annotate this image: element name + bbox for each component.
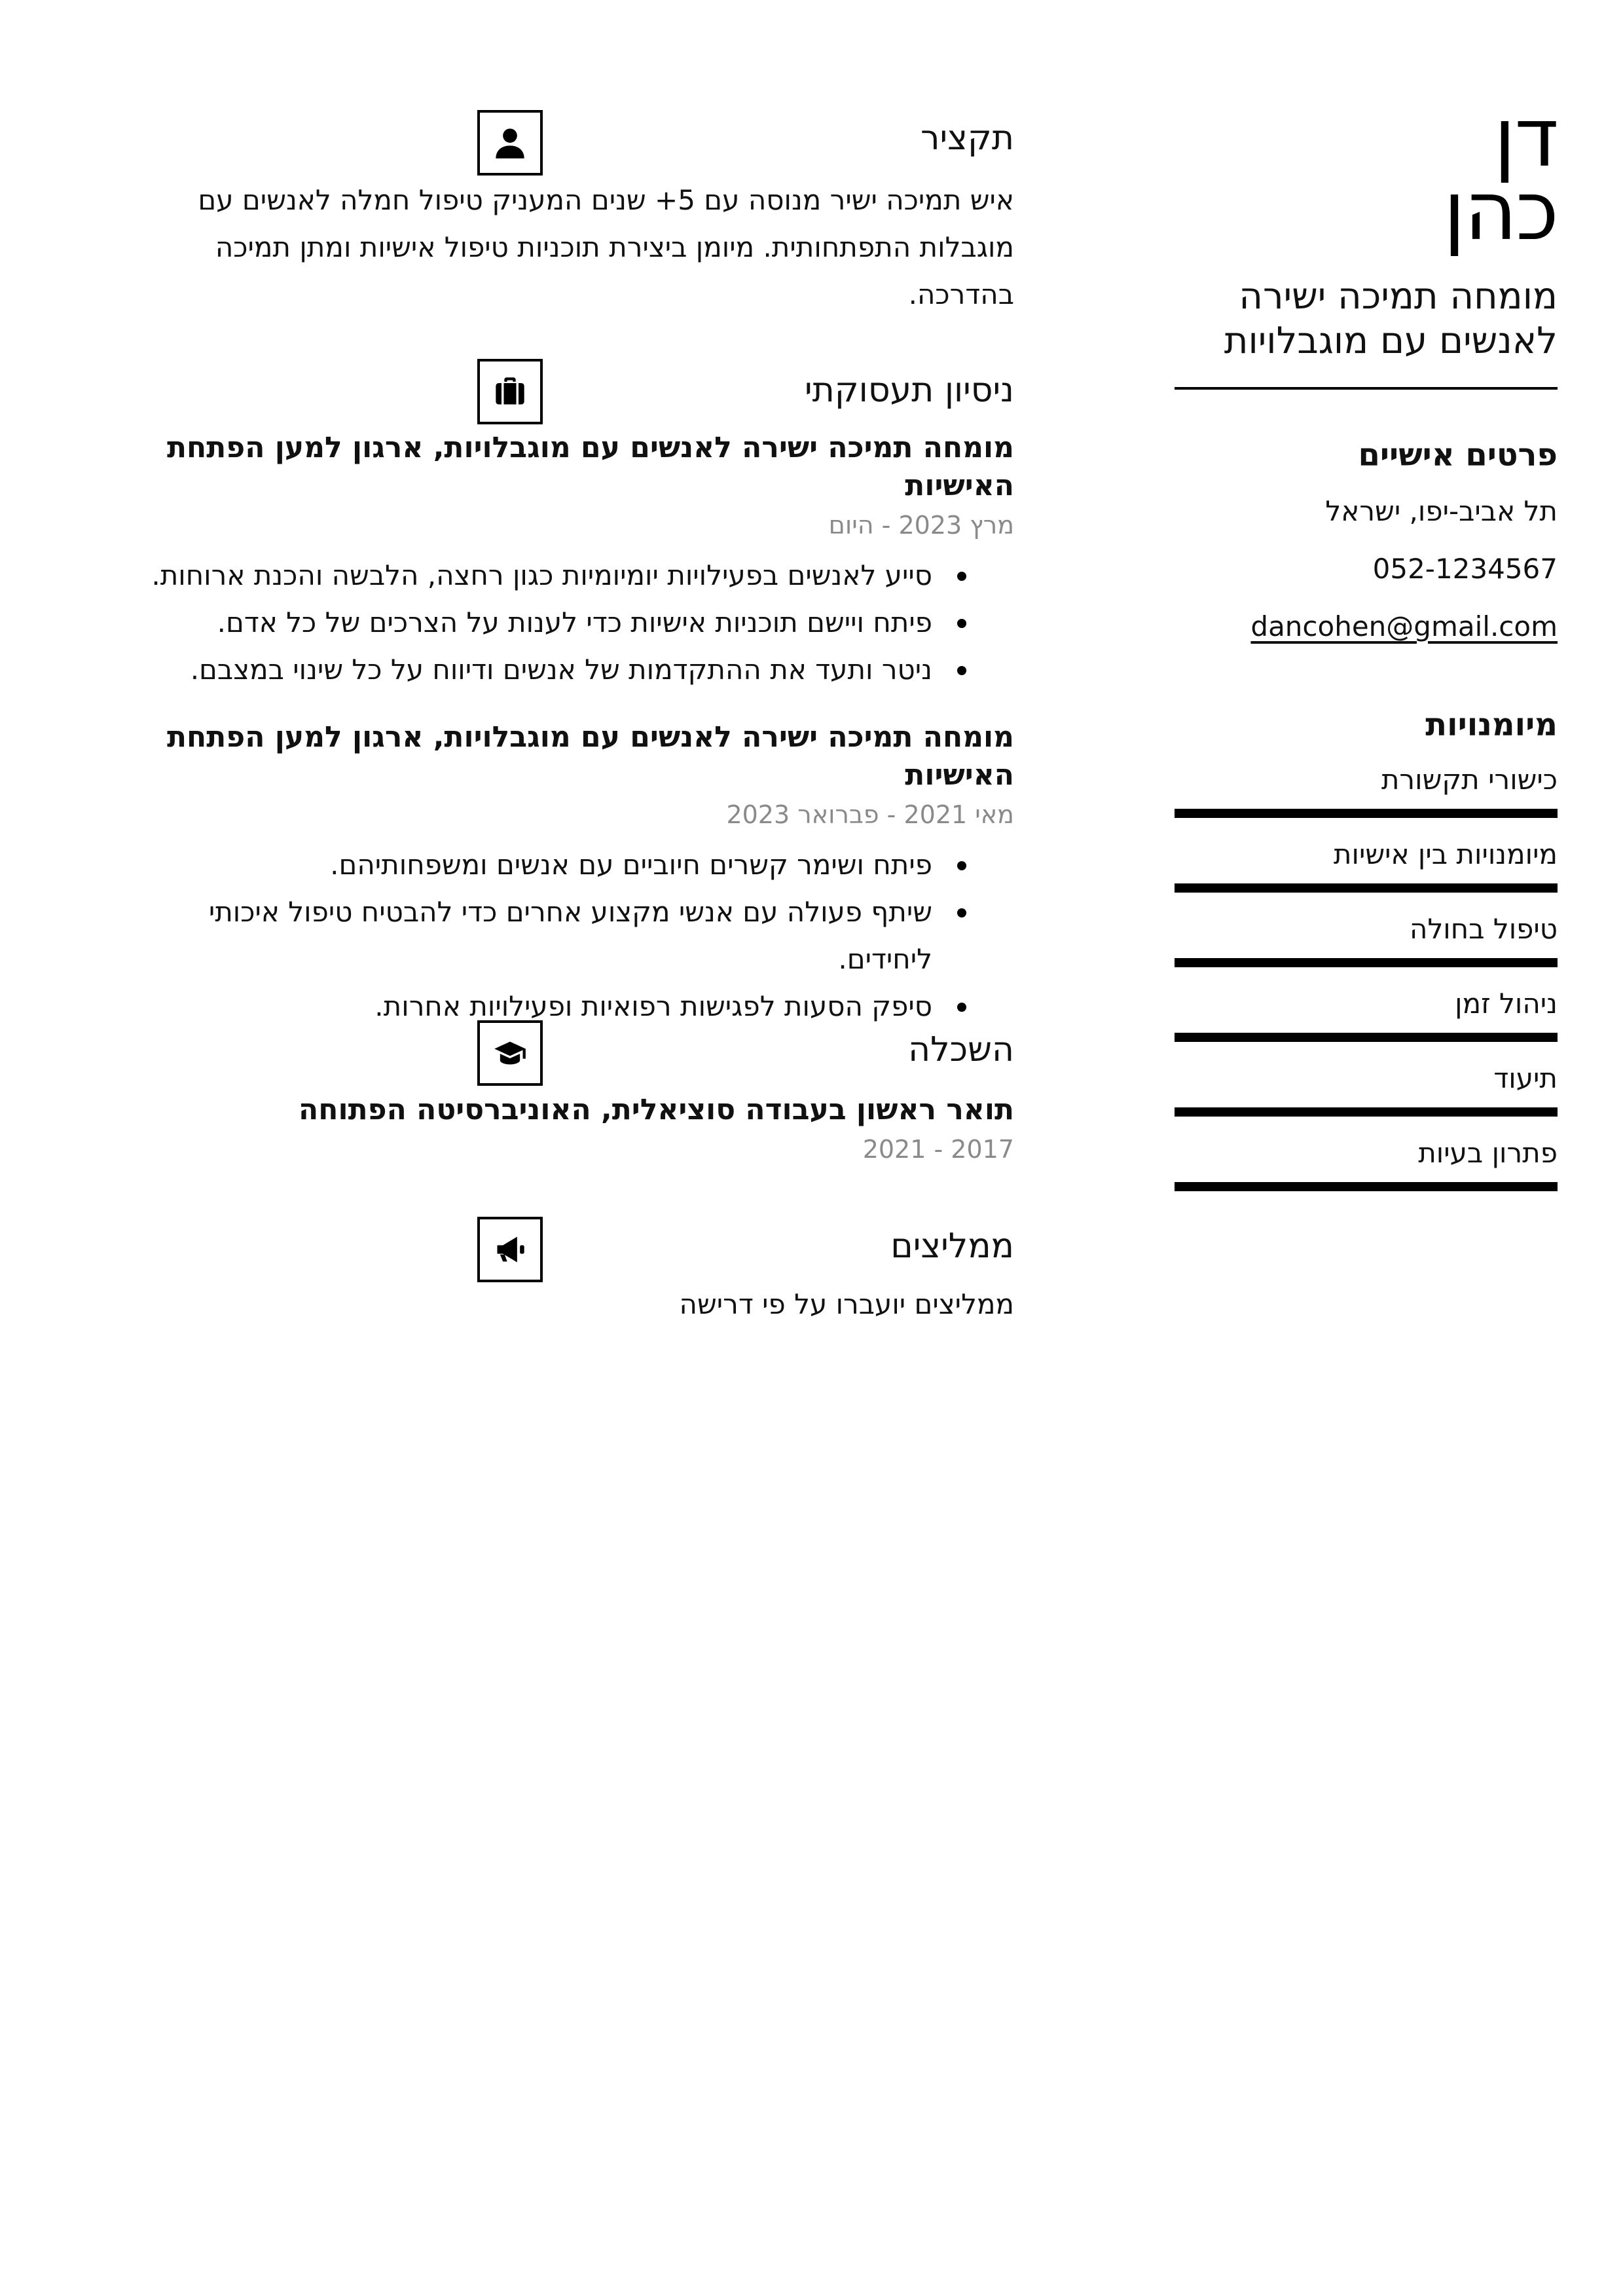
- list-item: סיפק הסעות לפגישות רפואיות ופעילויות אחרות.: [143, 983, 932, 1030]
- sidebar: [1175, 91, 1558, 1191]
- skill-level-bar: [1175, 1182, 1558, 1191]
- references-section: [143, 1226, 1014, 1328]
- email-link[interactable]: dancohen@gmail.com: [1250, 610, 1558, 642]
- list-item: שיתף פעולה עם אנשי מקצוע אחרים כדי להבטיח טיפול איכותי ליחידים.: [143, 889, 932, 983]
- skills-list: [1175, 756, 1558, 1191]
- personal-details-heading: פרטים אישיים: [1358, 437, 1558, 473]
- job-dates: מאי 2021 - פברואר 2023: [726, 800, 1014, 829]
- skill-item: [1175, 980, 1558, 1042]
- references-heading: ממליצים: [890, 1227, 1014, 1266]
- sidebar-divider: [1175, 387, 1558, 390]
- education-dates: 2017 - 2021: [862, 1135, 1014, 1164]
- degree-title: תואר ראשון בעבודה סוציאלית, האוניברסיטה הפתוחה: [299, 1093, 1014, 1126]
- list-item: סייע לאנשים בפעילויות יומיומיות כגון רחצה, הלבשה והכנת ארוחות.: [143, 552, 932, 599]
- skill-item: [1175, 1055, 1558, 1117]
- job-bullets: [143, 842, 1014, 1030]
- job-bullets: [143, 552, 1014, 694]
- skill-item: [1175, 756, 1558, 818]
- references-text: ממליצים יועברו על פי דרישה: [679, 1288, 1014, 1320]
- job-title-line2: לאנשים עם מוגבלויות: [1224, 320, 1558, 362]
- list-item: ניטר ותעד את ההתקדמות של אנשים ודיווח על כל שינוי במצבם.: [143, 646, 932, 694]
- education-heading: השכלה: [908, 1030, 1014, 1069]
- job-position-title: מומחה תמיכה ישירה לאנשים עם מוגבלויות, ארגון למען הפתחת האישיות: [166, 431, 1014, 502]
- skill-label: כישורי תקשורת: [1381, 764, 1558, 796]
- skill-label: תיעוד: [1493, 1062, 1558, 1094]
- skill-level-bar: [1175, 809, 1558, 818]
- education-section: [143, 1029, 1014, 1167]
- job-title-line1: מומחה תמיכה ישירה: [1239, 275, 1558, 318]
- skill-level-bar: [1175, 958, 1558, 967]
- skill-item: [1175, 906, 1558, 967]
- phone: 052-1234567: [1372, 553, 1558, 585]
- skills-heading: מיומנויות: [1425, 707, 1558, 743]
- skill-level-bar: [1175, 1033, 1558, 1042]
- job-dates: מרץ 2023 - היום: [828, 511, 1014, 540]
- skill-level-bar: [1175, 883, 1558, 893]
- skill-level-bar: [1175, 1107, 1558, 1117]
- summary-section: [143, 118, 1014, 318]
- job-position-title: מומחה תמיכה ישירה לאנשים עם מוגבלויות, ארגון למען הפתחת האישיות: [166, 720, 1014, 792]
- skill-label: ניהול זמן: [1455, 988, 1558, 1020]
- list-item: פיתח ויישם תוכניות אישיות כדי לענות על הצרכים של כל אדם.: [143, 599, 932, 646]
- list-item: פיתח ושימר קשרים חיוביים עם אנשים ומשפחותיהם.: [143, 842, 932, 889]
- experience-heading: ניסיון תעסוקתי: [804, 371, 1014, 410]
- first-name: דן: [1493, 91, 1558, 185]
- summary-text: איש תמיכה ישיר מנוסה עם 5+ שנים המעניק טיפול חמלה לאנשים עם מוגבלות התפתחותית. מיומן ביצירת תוכניות טיפול אישיות ומתן תמיכה בהדרכה.: [198, 184, 1014, 310]
- skill-label: פתרון בעיות: [1418, 1137, 1558, 1169]
- job-title: [1175, 274, 1558, 363]
- candidate-name: [1175, 91, 1558, 259]
- job-entry: [143, 718, 1014, 1030]
- skill-item: [1175, 1130, 1558, 1191]
- skill-label: מיומנויות בין אישיות: [1333, 838, 1558, 870]
- skill-label: טיפול בחולה: [1410, 913, 1558, 945]
- location: תל אביב-יפו, ישראל: [1325, 495, 1558, 527]
- experience-section: [143, 370, 1014, 1030]
- last-name: כהן: [1443, 164, 1558, 259]
- job-entry: [143, 429, 1014, 694]
- skill-item: [1175, 831, 1558, 893]
- summary-heading: תקציר: [921, 119, 1014, 158]
